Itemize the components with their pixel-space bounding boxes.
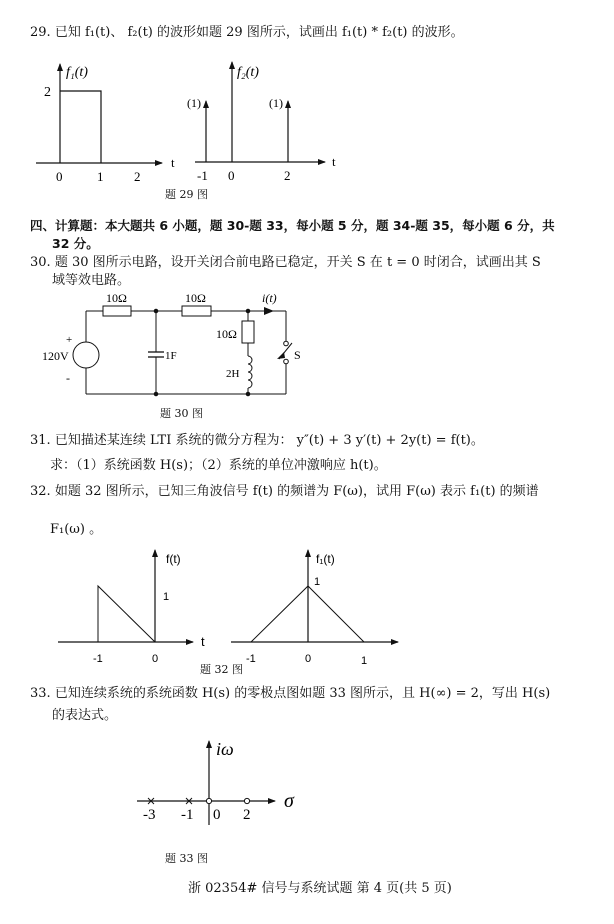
ylabel: f₁(t) xyxy=(66,65,88,80)
zero-marker xyxy=(244,798,249,803)
r2-label: 10Ω xyxy=(185,291,206,305)
question-body: 已知 f₁(t)、 f₂(t) 的波形如题 29 图所示，试画出 f₁(t) * f₂(t) 的波形。 xyxy=(54,25,464,40)
ind-label: 2H xyxy=(226,368,240,380)
tick-label: 0 xyxy=(56,169,63,184)
level-label: 1 xyxy=(314,576,321,588)
tick-label: -1 xyxy=(93,653,103,665)
question-number: 30. xyxy=(30,255,51,270)
question-number: 29. xyxy=(30,25,51,40)
rect-pulse xyxy=(60,91,101,163)
inductor xyxy=(248,356,252,388)
question-body: 已知描述某连续 LTI 系统的微分方程为： y″(t) + 3 y′(t) + 2y(t) = f(t)。 xyxy=(54,433,484,448)
current-arrow xyxy=(264,307,274,315)
section-header-line2: 32 分。 xyxy=(52,236,99,251)
ylabel: f₂(t) xyxy=(237,65,259,80)
tick-label: 1 xyxy=(361,655,368,667)
plus-sign: + xyxy=(66,334,73,346)
current-label: i(t) xyxy=(262,291,277,305)
tick-label: -1 xyxy=(246,653,256,665)
question-body: 如题 32 图所示，已知三角波信号 f(t) 的频谱为 F(ω)，试用 F(ω) 表示 f₁(t) 的频谱 xyxy=(54,484,539,499)
tick-label: 2 xyxy=(243,807,251,823)
tick-label: 2 xyxy=(134,169,141,184)
xlabel: t xyxy=(332,154,336,169)
sawtooth-wave xyxy=(98,586,155,642)
tick-label: 0 xyxy=(213,807,221,823)
level-label: 1 xyxy=(163,591,170,603)
r1-label: 10Ω xyxy=(106,291,127,305)
switch-label: S xyxy=(294,348,301,362)
q32-text-line1 xyxy=(30,483,539,501)
impulse-weight: (1) xyxy=(187,96,201,110)
question-number: 31. xyxy=(30,433,51,448)
voltage-source xyxy=(73,342,99,368)
fig29-f1-plot xyxy=(36,64,175,184)
imag-axis-label: iω xyxy=(216,739,234,759)
q31-text-line2: 求：（1）系统函数 H(s)；（2）系统的单位冲激响应 h(t)。 xyxy=(50,458,387,473)
fig30-caption: 题 30 图 xyxy=(160,407,203,420)
tick-label: -1 xyxy=(181,807,194,823)
q32-text-line2: F₁(ω) 。 xyxy=(50,522,103,537)
q33-text-line1 xyxy=(30,685,550,703)
impulse-weight: (1) xyxy=(269,96,283,110)
tick-label: -3 xyxy=(143,807,156,823)
ylabel: f₁(t) xyxy=(316,552,335,566)
q31-text-line1 xyxy=(30,432,484,450)
section-header-line1: 四、计算题：本大题共 6 小题，题 30-题 33，每小题 5 分，题 34-题 35，每小题 6 分，共 xyxy=(30,218,555,233)
fig30-circuit xyxy=(73,306,292,396)
switch-contact xyxy=(284,359,289,364)
q33-text-line2: 的表达式。 xyxy=(52,708,118,723)
level-label: 2 xyxy=(44,85,51,100)
ylabel: f(t) xyxy=(166,552,181,566)
fig29-caption: 题 29 图 xyxy=(165,188,208,201)
fig32-f-plot xyxy=(58,550,205,665)
fig32-f1-plot xyxy=(231,550,398,667)
cap-label: 1F xyxy=(165,350,177,362)
tick-label: 1 xyxy=(97,169,104,184)
r3-label: 10Ω xyxy=(216,327,237,341)
q30-text-line2: 域等效电路。 xyxy=(52,273,131,288)
switch-contact xyxy=(284,341,289,346)
question-number: 32. xyxy=(30,484,51,499)
resistor-r3 xyxy=(242,321,254,343)
xlabel: t xyxy=(171,155,175,170)
fig29-f2-plot xyxy=(187,62,336,183)
resistor-r1 xyxy=(103,306,131,316)
tick-label: 0 xyxy=(228,168,235,183)
question-body: 题 30 图所示电路，设开关闭合前电路已稳定，开关 S 在 t = 0 时闭合，试画出其 S xyxy=(54,255,541,270)
fig32-caption: 题 32 图 xyxy=(200,663,243,676)
tick-label: 0 xyxy=(305,653,312,665)
fig33-pole-zero-plot xyxy=(137,739,295,825)
real-axis-label: σ xyxy=(284,790,294,812)
question-body: 已知连续系统的系统函数 H(s) 的零极点图如题 33 图所示，且 H(∞) = 2，写出 H(s) xyxy=(54,686,551,701)
source-label: 120V xyxy=(42,349,69,363)
q30-text-line1 xyxy=(30,254,541,272)
tick-label: 2 xyxy=(284,168,291,183)
minus-sign: - xyxy=(66,371,70,385)
fig33-caption: 题 33 图 xyxy=(165,852,208,865)
question-number: 33. xyxy=(30,686,51,701)
fig30-labels xyxy=(42,291,301,385)
zero-marker xyxy=(206,798,211,803)
tick-label: 0 xyxy=(152,653,159,665)
xlabel: t xyxy=(201,634,205,649)
tick-label: -1 xyxy=(197,168,208,183)
resistor-r2 xyxy=(182,306,211,316)
page-footer: 浙 02354# 信号与系统试题 第 4 页(共 5 页) xyxy=(188,881,452,896)
